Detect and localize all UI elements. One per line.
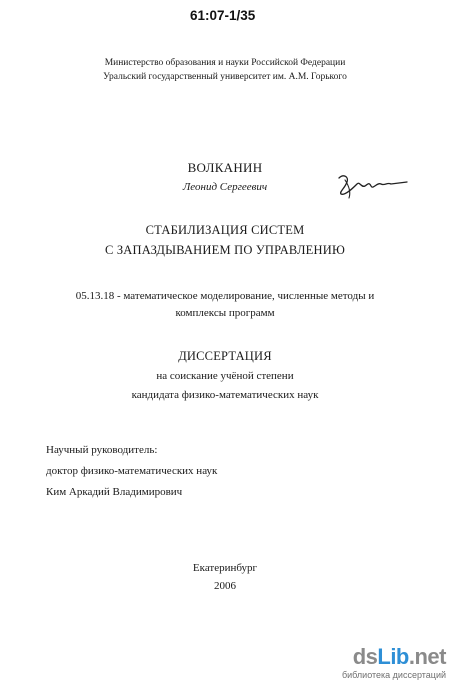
supervisor-degree: доктор физико-математических наук bbox=[46, 465, 218, 477]
university-line: Уральский государственный университет им. А.М. Горького bbox=[103, 72, 347, 82]
ministry-line: Министерство образования и науки Российской Федерации bbox=[104, 58, 346, 68]
author-given-names: Леонид Сергеевич bbox=[182, 181, 268, 193]
author-signature bbox=[335, 170, 413, 200]
city: Екатеринбург bbox=[192, 562, 258, 574]
archive-code: 61:07-1/35 bbox=[190, 8, 256, 23]
dissertation-heading: ДИССЕРТАЦИЯ bbox=[178, 349, 272, 363]
supervisor-name: Ким Аркадий Владимирович bbox=[46, 486, 183, 498]
logo-part-lib: Lib bbox=[377, 644, 409, 669]
degree-purpose-line-2: кандидата физико-математических наук bbox=[131, 389, 319, 401]
thesis-title-line-1: СТАБИЛИЗАЦИЯ СИСТЕМ bbox=[145, 223, 305, 237]
logo-tagline: библиотека диссертаций bbox=[341, 670, 446, 680]
logo-part-net: .net bbox=[408, 644, 446, 669]
author-surname: ВОЛКАНИН bbox=[187, 160, 263, 175]
degree-purpose-line-1: на соискание учёной степени bbox=[156, 370, 294, 382]
logo-part-ds: ds bbox=[352, 644, 378, 669]
thesis-title-line-2: С ЗАПАЗДЫВАНИЕМ ПО УПРАВЛЕНИЮ bbox=[104, 243, 346, 257]
year: 2006 bbox=[214, 580, 236, 592]
specialty-line-1: 05.13.18 - математическое моделирование, численные методы и bbox=[75, 290, 375, 302]
specialty-line-2: комплексы программ bbox=[175, 307, 275, 319]
dslib-logo bbox=[340, 645, 446, 680]
supervisor-label: Научный руководитель: bbox=[46, 444, 158, 456]
